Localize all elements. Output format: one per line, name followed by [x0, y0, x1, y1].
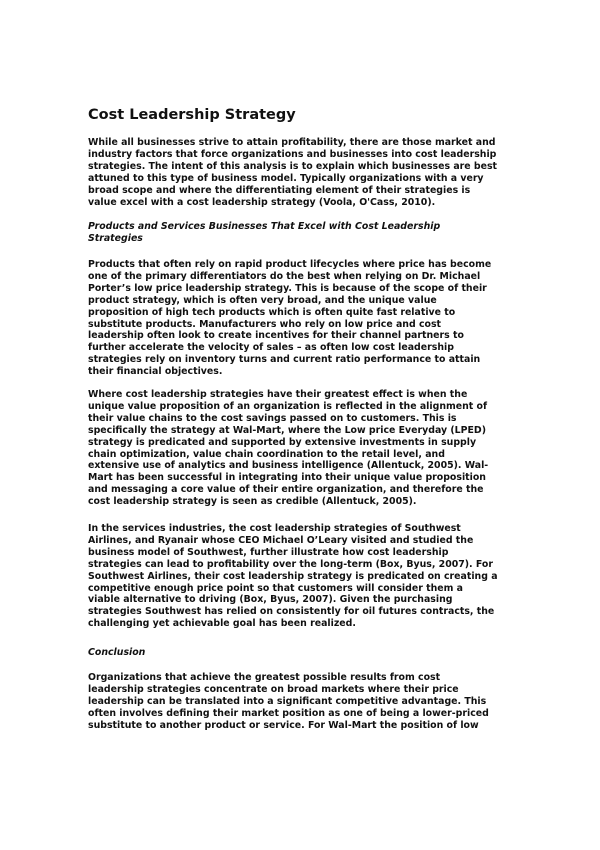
paragraph-conclusion	[88, 672, 489, 732]
text-line: substitute to another product or service. For Wal-Mart the position of low	[88, 719, 479, 731]
text-line: attuned to this type of business model. Typically organizations with a very	[88, 172, 484, 184]
text-line: strategies Southwest has relied on consistently for oil futures contracts, the	[88, 606, 495, 618]
text-line: In the services industries, the cost leadership strategies of Southwest	[88, 523, 461, 534]
text-line: Southwest Airlines, their cost leadership strategy is predicated on creating a	[88, 570, 498, 582]
intro-paragraph	[88, 137, 497, 208]
text-line: leadership strategies concentrate on broad markets where their price	[88, 683, 459, 695]
text-line: strategies rely on inventory turns and current ratio performance to attain	[88, 354, 481, 366]
text-line: competitive enough price point so that customers will consider them a	[88, 582, 463, 594]
text-line: often involves defining their market position as one of being a lower-priced	[88, 707, 489, 719]
paragraph-services	[88, 523, 498, 630]
text-line: leadership often look to create incentives for their channel partners to	[88, 330, 464, 342]
text-line: Organizations that achieve the greatest possible results from cost	[88, 672, 441, 683]
text-line: viable alternative to driving (Box, Byus, 2007). Given the purchasing	[88, 594, 453, 606]
text-line: Conclusion	[88, 647, 146, 658]
text-line: further accelerate the velocity of sales – as often low cost leadership	[88, 342, 454, 354]
text-line: broad scope and where the differentiating element of their strategies is	[88, 184, 471, 196]
text-line: Airlines, and Ryanair whose CEO Michael O’Leary visited and studied the	[88, 534, 474, 546]
text-line: leadership can be translated into a significant competitive advantage. This	[88, 695, 487, 707]
text-line: Strategies	[88, 232, 143, 244]
paragraph-walmart	[88, 389, 488, 508]
text-line: strategies. The intent of this analysis is to explain which businesses are best	[88, 160, 498, 172]
text-line: proposition of high tech products which is often quite fast relative to	[88, 306, 456, 318]
text-line: their financial objectives.	[88, 366, 223, 378]
text-line: Where cost leadership strategies have their greatest effect is when the	[88, 389, 468, 400]
text-line: their value chains to the cost savings passed on to customers. This is	[88, 412, 457, 424]
section-heading-products-services	[88, 221, 440, 245]
text-line: cost leadership strategy is seen as credible (Allentuck, 2005).	[88, 496, 417, 508]
text-line: strategy is predicated and supported by extensive investments in supply	[88, 436, 477, 448]
text-line: strategies can lead to profitability over the long-term (Box, Byus, 2007). For	[88, 558, 493, 570]
text-line: business model of Southwest, further illustrate how cost leadership	[88, 546, 449, 558]
text-line: specifically the strategy at Wal-Mart, where the Low price Everyday (LPED)	[88, 424, 486, 436]
text-line: Products and Services Businesses That Excel with Cost Leadership	[88, 221, 441, 232]
text-line: product strategy, which is often very broad, and the unique value	[88, 294, 437, 306]
text-line: While all businesses strive to attain profitability, there are those market and	[88, 137, 496, 148]
text-line: value excel with a cost leadership strategy (Voola, O'Cass, 2010).	[88, 196, 436, 208]
text-line: substitute products. Manufacturers who rely on low price and cost	[88, 318, 442, 330]
text-line: one of the primary differentiators do the best when relying on Dr. Michael	[88, 270, 481, 282]
section-heading-conclusion	[88, 647, 145, 659]
text-line: and messaging a core value of their entire organization, and therefore the	[88, 484, 484, 496]
text-line: Products that often rely on rapid product lifecycles where price has become	[88, 259, 492, 270]
text-line: extensive use of analytics and business intelligence (Allentuck, 2005). Wal-	[88, 460, 489, 472]
text-line: challenging yet achievable goal has been realized.	[88, 618, 356, 630]
text-line: Mart has been successful in integrating into their unique value proposition	[88, 472, 486, 484]
text-line: industry factors that force organizations and businesses into cost leadership	[88, 148, 497, 160]
text-line: Porter’s low price leadership strategy. This is because of the scope of their	[88, 282, 487, 294]
text-line: chain optimization, value chain coordination to the retail level, and	[88, 448, 445, 460]
document-title: Cost Leadership Strategy	[88, 107, 296, 123]
text-line: unique value proposition of an organization is reflected in the alignment of	[88, 400, 488, 412]
paragraph-products	[88, 259, 491, 378]
